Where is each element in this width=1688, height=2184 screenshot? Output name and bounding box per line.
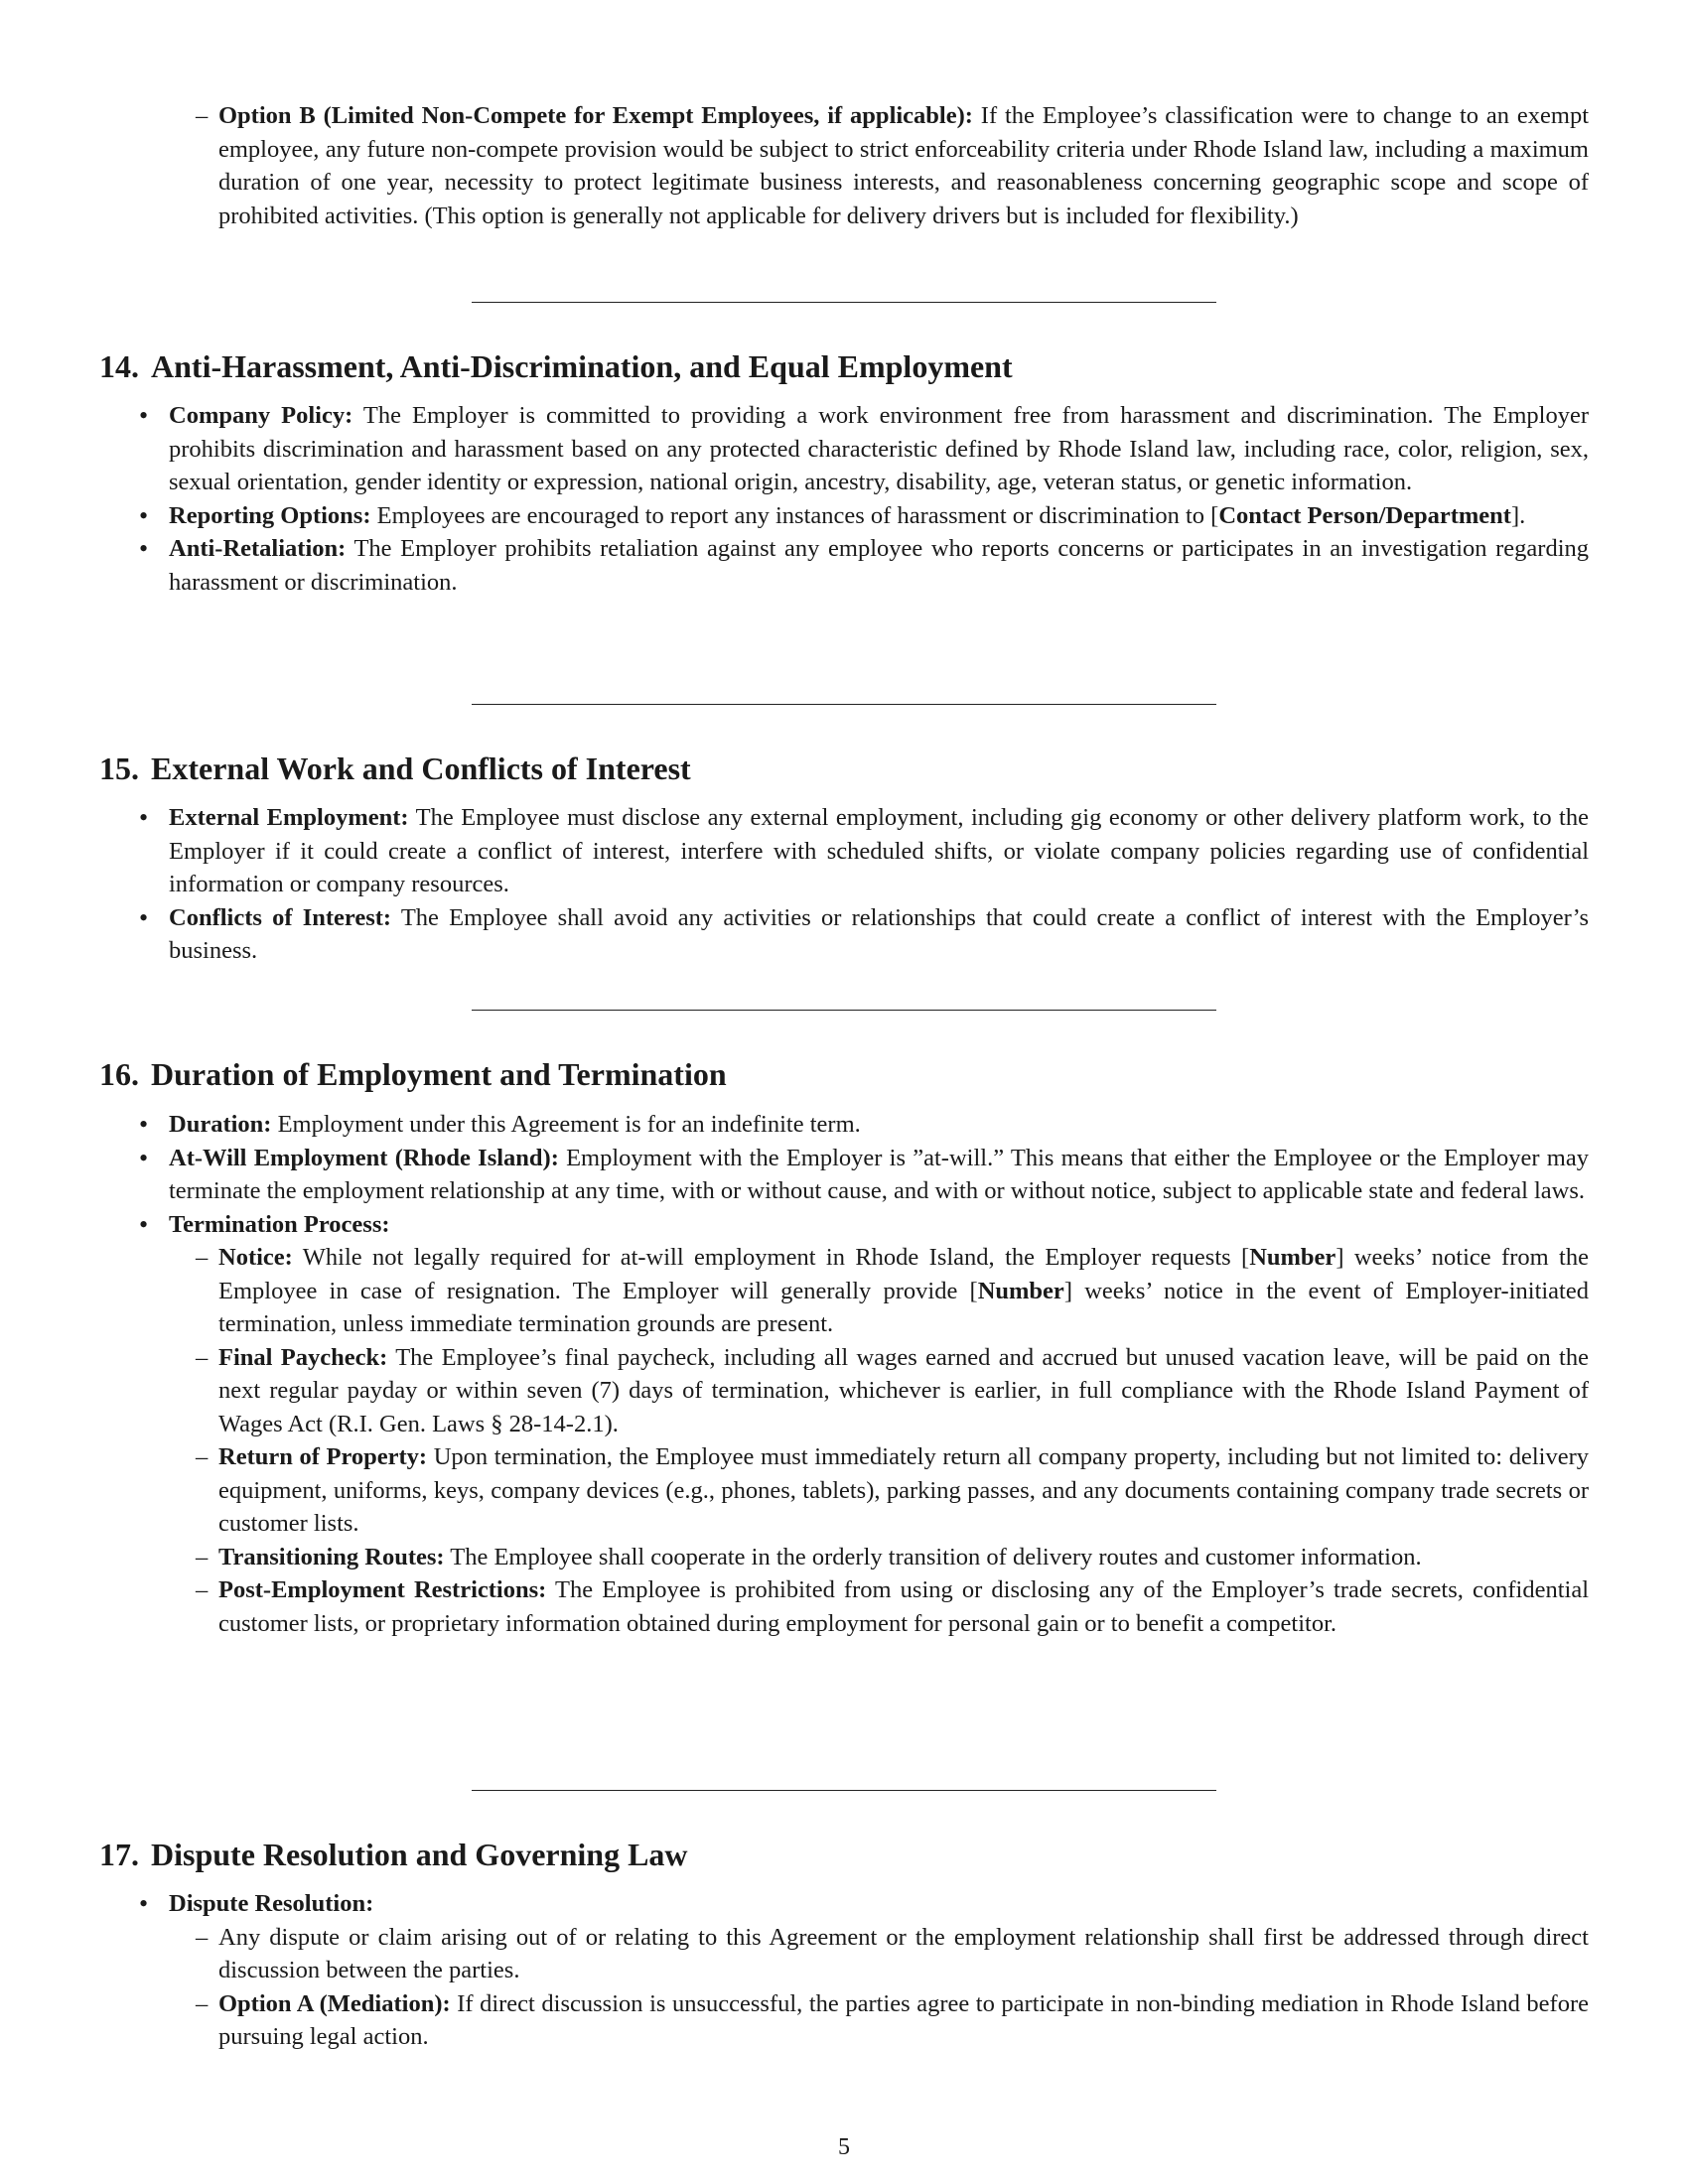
external-employment-text: The Employee must disclose any external employment, including gig economy or other delivery platform work, to the Employer if it could create a conflict of interest, interfere with scheduled shifts, or violate company policies regarding use of confidential information or company resources. (169, 804, 1589, 897)
sub-list-item (159, 1241, 1589, 1341)
return-property-label: Return of Property: (218, 1443, 428, 1470)
duration-label: Duration: (169, 1111, 272, 1138)
list-item (99, 499, 1589, 533)
option-b-item (159, 99, 1589, 232)
at-will-label: At-Will Employment (Rhode Island): (169, 1144, 559, 1171)
option-a-label: Option A (Mediation): (218, 1989, 451, 2017)
sub-list-item (159, 1440, 1589, 1541)
section-15-heading (99, 749, 691, 788)
section-14-title: Anti-Harassment, Anti-Discrimination, and Equal Employment (151, 348, 1013, 384)
final-paycheck-label: Final Paycheck: (218, 1343, 388, 1371)
section-divider (472, 302, 1216, 303)
section-divider (472, 1010, 1216, 1011)
anti-retaliation-label: Anti-Retaliation: (169, 535, 347, 562)
reporting-options-end: ]. (1510, 501, 1526, 529)
anti-retaliation-text: The Employer prohibits retaliation against any employee who reports concerns or participates in an investigation regarding harassment or discrimination. (169, 535, 1589, 596)
section-17-number: 17. (99, 1837, 139, 1872)
section-divider (472, 704, 1216, 705)
section-17-list (99, 1887, 1589, 2054)
termination-sublist (159, 1241, 1589, 1640)
at-will-text: Employment with the Employer is ”at-will.” This means that either the Employee or the Employer may terminate the employment relationship at any time, with or without cause, and with or without notice, subject to applicable state and federal laws. (169, 1144, 1589, 1204)
conflicts-label: Conflicts of Interest: (169, 903, 392, 931)
section-16-number: 16. (99, 1056, 139, 1092)
section-17-heading (99, 1835, 688, 1874)
list-item (99, 801, 1589, 901)
option-b-label: Option B (Limited Non-Compete for Exempt Employees, if applicable): (218, 102, 973, 129)
reporting-options-label: Reporting Options: (169, 501, 371, 529)
section-16-title: Duration of Employment and Termination (151, 1056, 727, 1092)
section-16-heading (99, 1054, 727, 1094)
post-employment-label: Post-Employment Restrictions: (218, 1576, 547, 1603)
notice-text-2: ] weeks’ notice from the Employee in case of resignation. The Employer will generally provide [ (218, 1244, 1589, 1304)
notice-label: Notice: (218, 1244, 293, 1271)
list-item (99, 1142, 1589, 1208)
section-17-title: Dispute Resolution and Governing Law (151, 1837, 688, 1872)
section-14-heading (99, 346, 1013, 386)
sub-list-item (159, 1921, 1589, 1987)
notice-text: While not legally required for at-will employment in Rhode Island, the Employer requests [ (292, 1244, 1250, 1271)
section-15-title: External Work and Conflicts of Interest (151, 751, 691, 786)
reporting-options-text: Employees are encouraged to report any instances of harassment or discrimination to [ (370, 501, 1219, 529)
sub-list-item (159, 1573, 1589, 1640)
sub-list-item (159, 1341, 1589, 1441)
external-employment-label: External Employment: (169, 804, 409, 831)
number-placeholder: Number (977, 1277, 1064, 1304)
company-policy-label: Company Policy: (169, 402, 353, 429)
option-a-text: If direct discussion is unsuccessful, the parties agree to participate in non-binding mediation in Rhode Island before pursuing legal action. (218, 1989, 1589, 2050)
list-item (99, 1887, 1589, 2054)
page-number: 5 (838, 2134, 850, 2160)
sub-list-item (159, 1987, 1589, 2054)
section-14-number: 14. (99, 348, 139, 384)
list-item (99, 1208, 1589, 1641)
section-15-list (99, 801, 1589, 968)
list-item (99, 1108, 1589, 1142)
list-item (99, 901, 1589, 968)
section-16-list (99, 1108, 1589, 1640)
notice-text-3: ] weeks’ notice in the event of Employer-initiated termination, unless immediate termination grounds are present. (218, 1277, 1589, 1337)
direct-discussion-text: Any dispute or claim arising out of or relating to this Agreement or the employment relationship shall first be addressed through direct discussion between the parties. (218, 1923, 1589, 1983)
option-b-text: If the Employee’s classification were to change to an exempt employee, any future non-compete provision would be subject to strict enforceability criteria under Rhode Island law, including a maximum duration of one year, necessity to protect legitimate business interests, and reasonableness concerning geographic scope and scope of prohibited activities. (This option is generally not applicable for delivery drivers but is included for flexibility.) (218, 102, 1589, 229)
return-property-text: Upon termination, the Employee must immediately return all company property, including but not limited to: delivery equipment, uniforms, keys, company devices (e.g., phones, tablets), parking passes, and any documents containing company trade secrets or customer lists. (218, 1443, 1589, 1537)
transitioning-routes-label: Transitioning Routes: (218, 1543, 445, 1570)
dispute-resolution-label: Dispute Resolution: (169, 1890, 374, 1917)
list-item (99, 532, 1589, 599)
company-policy-text: The Employer is committed to providing a work environment free from harassment and discrimination. The Employer prohibits discrimination and harassment based on any protected characteristic defined by Rhode Island law, including race, color, religion, sex, sexual orientation, gender identity or expression, national origin, ancestry, disability, age, veteran status, or genetic information. (169, 402, 1589, 495)
post-employment-text: The Employee is prohibited from using or disclosing any of the Employer’s trade secrets, confidential customer lists, or proprietary information obtained during employment for personal gain or to benefit a competitor. (218, 1576, 1589, 1637)
contact-placeholder: Contact Person/Department (1218, 501, 1511, 529)
conflicts-text: The Employee shall avoid any activities or relationships that could create a conflict of interest with the Employer’s business. (169, 903, 1589, 964)
option-b-list (99, 99, 1589, 232)
dispute-sublist (159, 1921, 1589, 2054)
section-divider (472, 1790, 1216, 1791)
duration-text: Employment under this Agreement is for an indefinite term. (271, 1111, 861, 1138)
section-14-list (99, 399, 1589, 599)
final-paycheck-text: The Employee’s final paycheck, including all wages earned and accrued but unused vacation leave, will be paid on the next regular payday or within seven (7) days of termination, whichever is earlier, in full compliance with the Rhode Island Payment of Wages Act (R.I. Gen. Laws § 28-14-2.1). (218, 1343, 1589, 1437)
transitioning-routes-text: The Employee shall cooperate in the orderly transition of delivery routes and customer information. (444, 1543, 1422, 1570)
list-item (99, 399, 1589, 499)
sub-list-item (159, 1541, 1589, 1574)
number-placeholder: Number (1249, 1244, 1336, 1271)
section-15-number: 15. (99, 751, 139, 786)
termination-process-label: Termination Process: (169, 1210, 390, 1238)
